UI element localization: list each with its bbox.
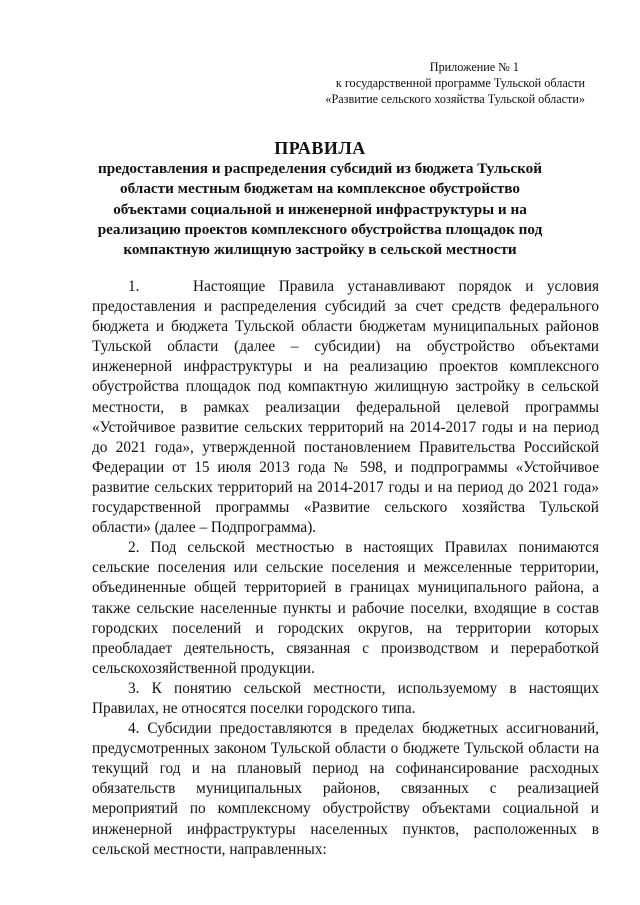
document-subtitle: предоставления и распределения субсидий из бюджета Тульской области местным бюджетам на комплексное обустройство объектами социальной и инженерной инфраструктуры и на реализацию проектов комплексного обустройства площадок под компактную жилищную застройку в сельской местности	[97, 160, 543, 259]
appendix-program-name: «Развитие сельского хозяйства Тульской области»	[325, 92, 585, 106]
paragraph-2: 2. Под сельской местностью в настоящих Правилах понимаются сельские поселения или сельские поселения и межселенные территории, объединенные общей территорией в границах муниципального района, а также сельские населенные пункты и рабочие поселки, входящие в состав городских поселений и городских округов, на территории которых преобладает деятельность, связанная с производством и переработкой сельскохозяйственной продукции.	[92, 539, 599, 677]
appendix-number: Приложение № 1	[429, 60, 519, 74]
appendix-program-ref: к государственной программе Тульской области	[335, 76, 585, 90]
paragraph-1: 1. Настоящие Правила устанавливают порядок и условия предоставления и распределения субсидий за счет средств федерального бюджета и бюджета Тульской области бюджетам муниципальных районов Тульской области (далее – субсидии) на обустройство объектами инженерной инфраструктуры и на реализацию проектов комплексного обустройства площадок под компактную жилищную застройку в сельской местности, в рамках реализации федеральной целевой программы «Устойчивое развитие сельских территорий на 2014-2017 годы и на период до 2021 года», утвержденной постановлением Правительства Российской Федерации от 15 июля 2013 года № 598, и подпрограммы «Устойчивое развитие сельских территорий на 2014-2017 годы и на период до 2021 года» государственной программы «Развитие сельского хозяйства Тульской области» (далее – Подпрограмма).	[92, 278, 599, 537]
document-title: ПРАВИЛА	[274, 138, 366, 158]
paragraph-4: 4. Субсидии предоставляются в пределах бюджетных ассигнований, предусмотренных законом Тульской области о бюджете Тульской области на текущий год и на плановый период на софинансирование расходных обязательств муниципальных районов, связанных с реализацией мероприятий по комплексному обустройству объектами социальной и инженерной инфраструктуры населенных пунктов, расположенных в сельской местности, направленных:	[92, 720, 599, 858]
document-heading	[90, 137, 550, 260]
paragraph-3: 3. К понятию сельской местности, используемому в настоящих Правилах, не относятся поселки городского типа.	[92, 679, 599, 717]
appendix-header	[285, 59, 585, 107]
document-body	[92, 277, 599, 860]
